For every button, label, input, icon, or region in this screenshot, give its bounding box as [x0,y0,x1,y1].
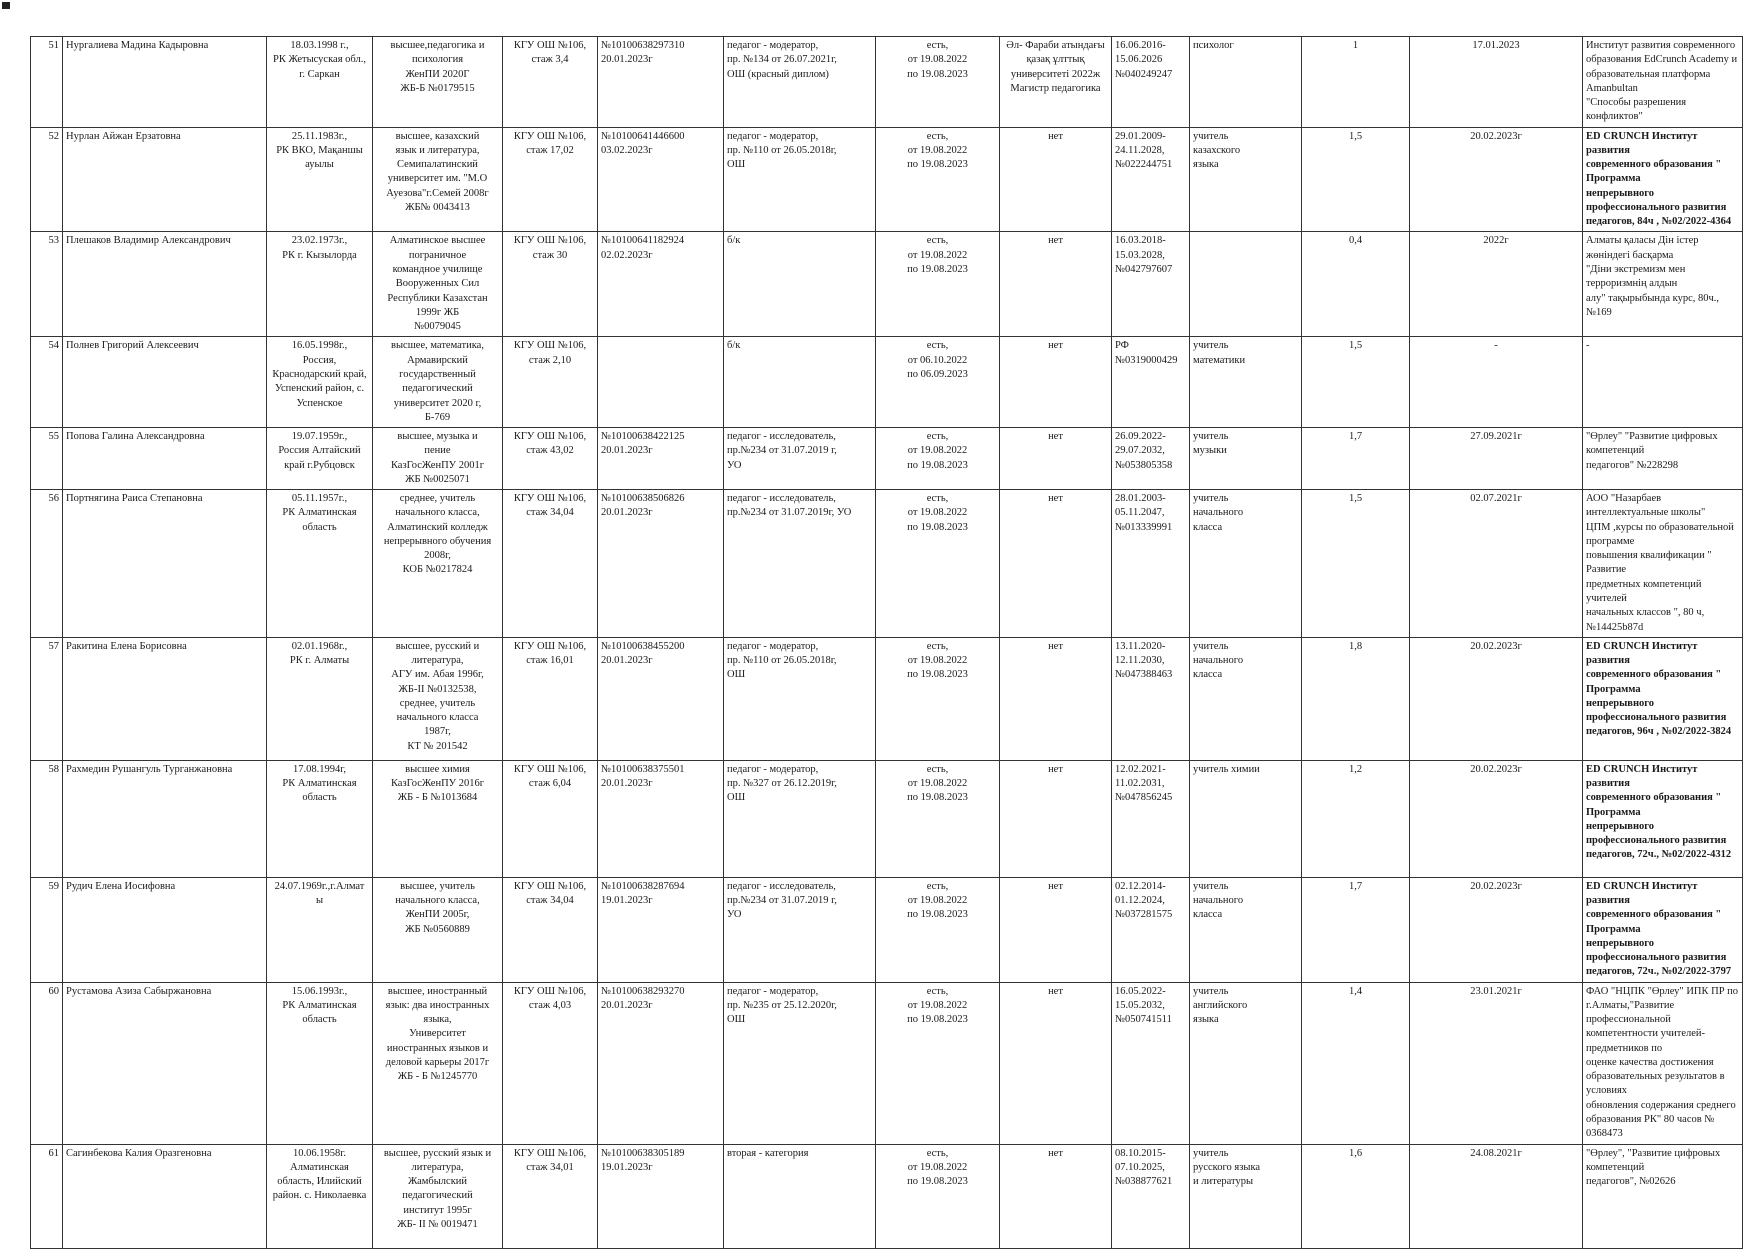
position-cell: учитель английского языка [1190,982,1302,1144]
position-cell: учитель русского языка и литературы [1190,1144,1302,1248]
courses-info-cell: АОО "Назарбаев интеллектуальные школы" ЦПМ ,курсы по образовательной программе повышения квалификации " Развитие предметных компетенций учителей начальных классов ", 80 ч, №14425b87d [1583,490,1743,638]
courses-info-cell: ED CRUNCH Институт развития современного образования " Программа непрерывного профессионального развития педагогов, 72ч., №02/2022-4312 [1583,760,1743,877]
certificate-period-cell: 13.11.2020- 12.11.2030, №047388463 [1112,637,1190,760]
table-row [31,37,1743,128]
document-number-cell: №10100638506826 20.01.2023г [598,490,724,638]
course-date-cell: 20.02.2023г [1410,877,1583,982]
extra-qualification-cell: нет [1000,232,1112,337]
teacher-name-cell: Портнягина Раиса Степановна [63,490,267,638]
birth-info-cell: 25.11.1983г., РК ВКО, Мақаншы ауылы [267,127,373,232]
document-number-cell: №10100638422125 20.01.2023г [598,428,724,490]
medical-record-cell: есть, от 06.10.2022 по 06.09.2023 [876,337,1000,428]
school-experience-cell: КГУ ОШ №106, стаж 3,4 [503,37,598,128]
education-info-cell: высшее химия КазГосЖенПУ 2016г ЖБ - Б №1013684 [373,760,503,877]
qualification-category-cell: педагог - исследователь, пр.№234 от 31.07.2019 г, УО [724,877,876,982]
document-number-cell: №10100638455200 20.01.2023г [598,637,724,760]
teaching-load-cell: 1,6 [1302,1144,1410,1248]
document-number-cell: №10100638293270 20.01.2023г [598,982,724,1144]
course-date-cell: 23.01.2021г [1410,982,1583,1144]
birth-info-cell: 24.07.1969г.,г.Алмат ы [267,877,373,982]
row-number-cell: 57 [31,637,63,760]
courses-info-cell: - [1583,337,1743,428]
position-cell [1190,232,1302,337]
course-date-cell: 17.01.2023 [1410,37,1583,128]
qualification-category-cell: педагог - модератор, пр. №235 от 25.12.2020г, ОШ [724,982,876,1144]
course-date-cell: 20.02.2023г [1410,637,1583,760]
medical-record-cell: есть, от 19.08.2022 по 19.08.2023 [876,127,1000,232]
birth-info-cell: 17.08.1994г, РК Алматинская область [267,760,373,877]
qualification-category-cell: педагог - исследователь, пр.№234 от 31.07.2019 г, УО [724,428,876,490]
education-info-cell: высшее, музыка и пение КазГосЖенПУ 2001г ЖБ №0025071 [373,428,503,490]
school-experience-cell: КГУ ОШ №106, стаж 4,03 [503,982,598,1144]
education-info-cell: высшее, русский и литература, АГУ им. Абая 1996г, ЖБ-II №0132538, среднее, учитель начального класса 1987г, КТ № 201542 [373,637,503,760]
certificate-period-cell: 08.10.2015- 07.10.2025, №038877621 [1112,1144,1190,1248]
teaching-load-cell: 1,7 [1302,877,1410,982]
school-experience-cell: КГУ ОШ №106, стаж 16,01 [503,637,598,760]
extra-qualification-cell: нет [1000,1144,1112,1248]
certificate-period-cell: 29.01.2009- 24.11.2028, №022244751 [1112,127,1190,232]
document-number-cell: №10100638297310 20.01.2023г [598,37,724,128]
table-row [31,1144,1743,1248]
courses-info-cell: ФАО "НЦПК "Өрлеу" ИПК ПР по г.Алматы,"Развитие профессиональной компетентности учителей-предметников по оценке качества достижения образовательных результатов в условиях обновления содержания среднего образования РК" 80 часов № 0368473 [1583,982,1743,1144]
education-info-cell: среднее, учитель начального класса, Алматинский колледж непрерывного обучения 2008г, КОБ №0217824 [373,490,503,638]
birth-info-cell: 05.11.1957г., РК Алматинская область [267,490,373,638]
certificate-period-cell: 16.06.2016- 15.06.2026 №040249247 [1112,37,1190,128]
table-row [31,127,1743,232]
position-cell: учитель начального класса [1190,637,1302,760]
medical-record-cell: есть, от 19.08.2022 по 19.08.2023 [876,637,1000,760]
qualification-category-cell: вторая - категория [724,1144,876,1248]
row-number-cell: 56 [31,490,63,638]
education-info-cell: Алматинское высшее пограничное командное училище Вооруженных Сил Республики Казахстан 1999г ЖБ №0079045 [373,232,503,337]
row-number-cell: 60 [31,982,63,1144]
teacher-name-cell: Плешаков Владимир Александрович [63,232,267,337]
teacher-name-cell: Нургалиева Мадина Кадыровна [63,37,267,128]
corner-mark [2,2,10,9]
teaching-load-cell: 1,8 [1302,637,1410,760]
table-row [31,232,1743,337]
document-number-cell [598,337,724,428]
position-cell: учитель начального класса [1190,877,1302,982]
course-date-cell: 20.02.2023г [1410,760,1583,877]
birth-info-cell: 18.03.1998 г., РК Жетысуская обл., г. Саркан [267,37,373,128]
courses-info-cell: ED CRUNCH Институт развития современного образования " Программа непрерывного профессионального развития педагогов, 96ч , №02/2022-3824 [1583,637,1743,760]
medical-record-cell: есть, от 19.08.2022 по 19.08.2023 [876,760,1000,877]
education-info-cell: высшее,педагогика и психология ЖенПИ 2020Г ЖБ-Б №0179515 [373,37,503,128]
teacher-name-cell: Сагинбекова Калия Оразгеновна [63,1144,267,1248]
birth-info-cell: 15.06.1993г., РК Алматинская область [267,982,373,1144]
position-cell: учитель казахского языка [1190,127,1302,232]
row-number-cell: 52 [31,127,63,232]
position-cell: учитель начального класса [1190,490,1302,638]
education-info-cell: высшее, русский язык и литература, Жамбылский педагогический институт 1995г ЖБ- II № 0019471 [373,1144,503,1248]
birth-info-cell: 23.02.1973г., РК г. Кызылорда [267,232,373,337]
qualification-category-cell: педагог - модератор, пр. №327 от 26.12.2019г, ОШ [724,760,876,877]
table-row [31,760,1743,877]
teaching-load-cell: 1 [1302,37,1410,128]
qualification-category-cell: б/к [724,337,876,428]
teacher-name-cell: Рудич Елена Иосифовна [63,877,267,982]
qualification-category-cell: педагог - модератор, пр. №134 от 26.07.2021г, ОШ (красный диплом) [724,37,876,128]
extra-qualification-cell: нет [1000,337,1112,428]
course-date-cell: 20.02.2023г [1410,127,1583,232]
document-number-cell: №10100638287694 19.01.2023г [598,877,724,982]
teaching-load-cell: 1,7 [1302,428,1410,490]
certificate-period-cell: 28.01.2003- 05.11.2047, №013339991 [1112,490,1190,638]
education-info-cell: высшее, учитель начального класса, ЖенПИ 2005г, ЖБ №0560889 [373,877,503,982]
medical-record-cell: есть, от 19.08.2022 по 19.08.2023 [876,1144,1000,1248]
teacher-name-cell: Нурлан Айжан Ерзатовна [63,127,267,232]
position-cell: психолог [1190,37,1302,128]
table-row [31,637,1743,760]
extra-qualification-cell: нет [1000,490,1112,638]
education-info-cell: высшее, иностранный язык: два иностранных языка, Университет иностранных языков и деловой карьеры 2017г ЖБ - Б №1245770 [373,982,503,1144]
teacher-name-cell: Рахмедин Рушангуль Турганжановна [63,760,267,877]
row-number-cell: 58 [31,760,63,877]
document-number-cell: №10100638375501 20.01.2023г [598,760,724,877]
position-cell: учитель музыки [1190,428,1302,490]
birth-info-cell: 10.06.1958г. Алматинская область, Илийский район. с. Николаевка [267,1144,373,1248]
birth-info-cell: 02.01.1968г., РК г. Алматы [267,637,373,760]
medical-record-cell: есть, от 19.08.2022 по 19.08.2023 [876,877,1000,982]
courses-info-cell: ED CRUNCH Институт развития современного образования " Программа непрерывного профессионального развития педагогов, 84ч , №02/2022-4364 [1583,127,1743,232]
teacher-name-cell: Попова Галина Александровна [63,428,267,490]
extra-qualification-cell: нет [1000,428,1112,490]
courses-info-cell: Алматы қаласы Дін істер жөніндегі басқарма "Діни экстремизм мен терроризмнің алдын алу" тақырыбында курс, 80ч., №169 [1583,232,1743,337]
courses-info-cell: "Өрлеу", "Развитие цифровых компетенций педагогов", №02626 [1583,1144,1743,1248]
certificate-period-cell: 12.02.2021- 11.02.2031, №047856245 [1112,760,1190,877]
course-date-cell: 24.08.2021г [1410,1144,1583,1248]
medical-record-cell: есть, от 19.08.2022 по 19.08.2023 [876,37,1000,128]
teaching-load-cell: 1,5 [1302,127,1410,232]
teaching-load-cell: 0,4 [1302,232,1410,337]
table-row [31,982,1743,1144]
courses-info-cell: ED CRUNCH Институт развития современного образования " Программа непрерывного профессионального развития педагогов, 72ч., №02/2022-3797 [1583,877,1743,982]
staff-table [30,36,1743,1249]
school-experience-cell: КГУ ОШ №106, стаж 6,04 [503,760,598,877]
qualification-category-cell: педагог - модератор, пр. №110 от 26.05.2018г, ОШ [724,637,876,760]
certificate-period-cell: 26.09.2022- 29.07.2032, №053805358 [1112,428,1190,490]
courses-info-cell: "Өрлеу" "Развитие цифровых компетенций педагогов" №228298 [1583,428,1743,490]
school-experience-cell: КГУ ОШ №106, стаж 34,04 [503,490,598,638]
birth-info-cell: 16.05.1998г., Россия, Краснодарский край, Успенский район, с. Успенское [267,337,373,428]
document-number-cell: №10100641182924 02.02.2023г [598,232,724,337]
row-number-cell: 51 [31,37,63,128]
course-date-cell: 2022г [1410,232,1583,337]
school-experience-cell: КГУ ОШ №106, стаж 30 [503,232,598,337]
extra-qualification-cell: нет [1000,877,1112,982]
qualification-category-cell: б/к [724,232,876,337]
course-date-cell: - [1410,337,1583,428]
teaching-load-cell: 1,2 [1302,760,1410,877]
certificate-period-cell: РФ №0319000429 [1112,337,1190,428]
education-info-cell: высшее, казахский язык и литература, Семипалатинский университет им. "М.О Ауезова"г.Семей 2008г ЖБ№ 0043413 [373,127,503,232]
education-info-cell: высшее, математика, Армавирский государственный педагогический университет 2020 г, Б-769 [373,337,503,428]
medical-record-cell: есть, от 19.08.2022 по 19.08.2023 [876,982,1000,1144]
school-experience-cell: КГУ ОШ №106, стаж 34,04 [503,877,598,982]
position-cell: учитель химии [1190,760,1302,877]
school-experience-cell: КГУ ОШ №106, стаж 34,01 [503,1144,598,1248]
qualification-category-cell: педагог - исследователь, пр.№234 от 31.07.2019г, УО [724,490,876,638]
teacher-name-cell: Полнев Григорий Алексеевич [63,337,267,428]
extra-qualification-cell: нет [1000,760,1112,877]
row-number-cell: 55 [31,428,63,490]
table-row [31,877,1743,982]
teaching-load-cell: 1,5 [1302,337,1410,428]
row-number-cell: 53 [31,232,63,337]
school-experience-cell: КГУ ОШ №106, стаж 2,10 [503,337,598,428]
school-experience-cell: КГУ ОШ №106, стаж 43,02 [503,428,598,490]
medical-record-cell: есть, от 19.08.2022 по 19.08.2023 [876,428,1000,490]
teacher-name-cell: Рустамова Азиза Сабыржановна [63,982,267,1144]
extra-qualification-cell: нет [1000,637,1112,760]
medical-record-cell: есть, от 19.08.2022 по 19.08.2023 [876,232,1000,337]
row-number-cell: 61 [31,1144,63,1248]
qualification-category-cell: педагог - модератор, пр. №110 от 26.05.2018г, ОШ [724,127,876,232]
teaching-load-cell: 1,4 [1302,982,1410,1144]
courses-info-cell: Институт развития современного образования EdCrunch Academy и образовательная платформа Amanbultan "Способы разрешения конфликтов" [1583,37,1743,128]
certificate-period-cell: 02.12.2014- 01.12.2024, №037281575 [1112,877,1190,982]
extra-qualification-cell: нет [1000,127,1112,232]
school-experience-cell: КГУ ОШ №106, стаж 17,02 [503,127,598,232]
course-date-cell: 27.09.2021г [1410,428,1583,490]
table-row [31,337,1743,428]
table-row [31,490,1743,638]
row-number-cell: 59 [31,877,63,982]
course-date-cell: 02.07.2021г [1410,490,1583,638]
certificate-period-cell: 16.03.2018- 15.03.2028, №042797607 [1112,232,1190,337]
teaching-load-cell: 1,5 [1302,490,1410,638]
extra-qualification-cell: нет [1000,982,1112,1144]
extra-qualification-cell: Әл- Фараби атындағы қазақ ұлттық университеті 2022ж Магистр педагогика [1000,37,1112,128]
medical-record-cell: есть, от 19.08.2022 по 19.08.2023 [876,490,1000,638]
document-number-cell: №10100638305189 19.01.2023г [598,1144,724,1248]
document-number-cell: №10100641446600 03.02.2023г [598,127,724,232]
position-cell: учитель математики [1190,337,1302,428]
certificate-period-cell: 16.05.2022- 15.05.2032, №050741511 [1112,982,1190,1144]
teacher-name-cell: Ракитина Елена Борисовна [63,637,267,760]
table-row [31,428,1743,490]
row-number-cell: 54 [31,337,63,428]
birth-info-cell: 19.07.1959г., Россия Алтайский край г.Рубцовск [267,428,373,490]
